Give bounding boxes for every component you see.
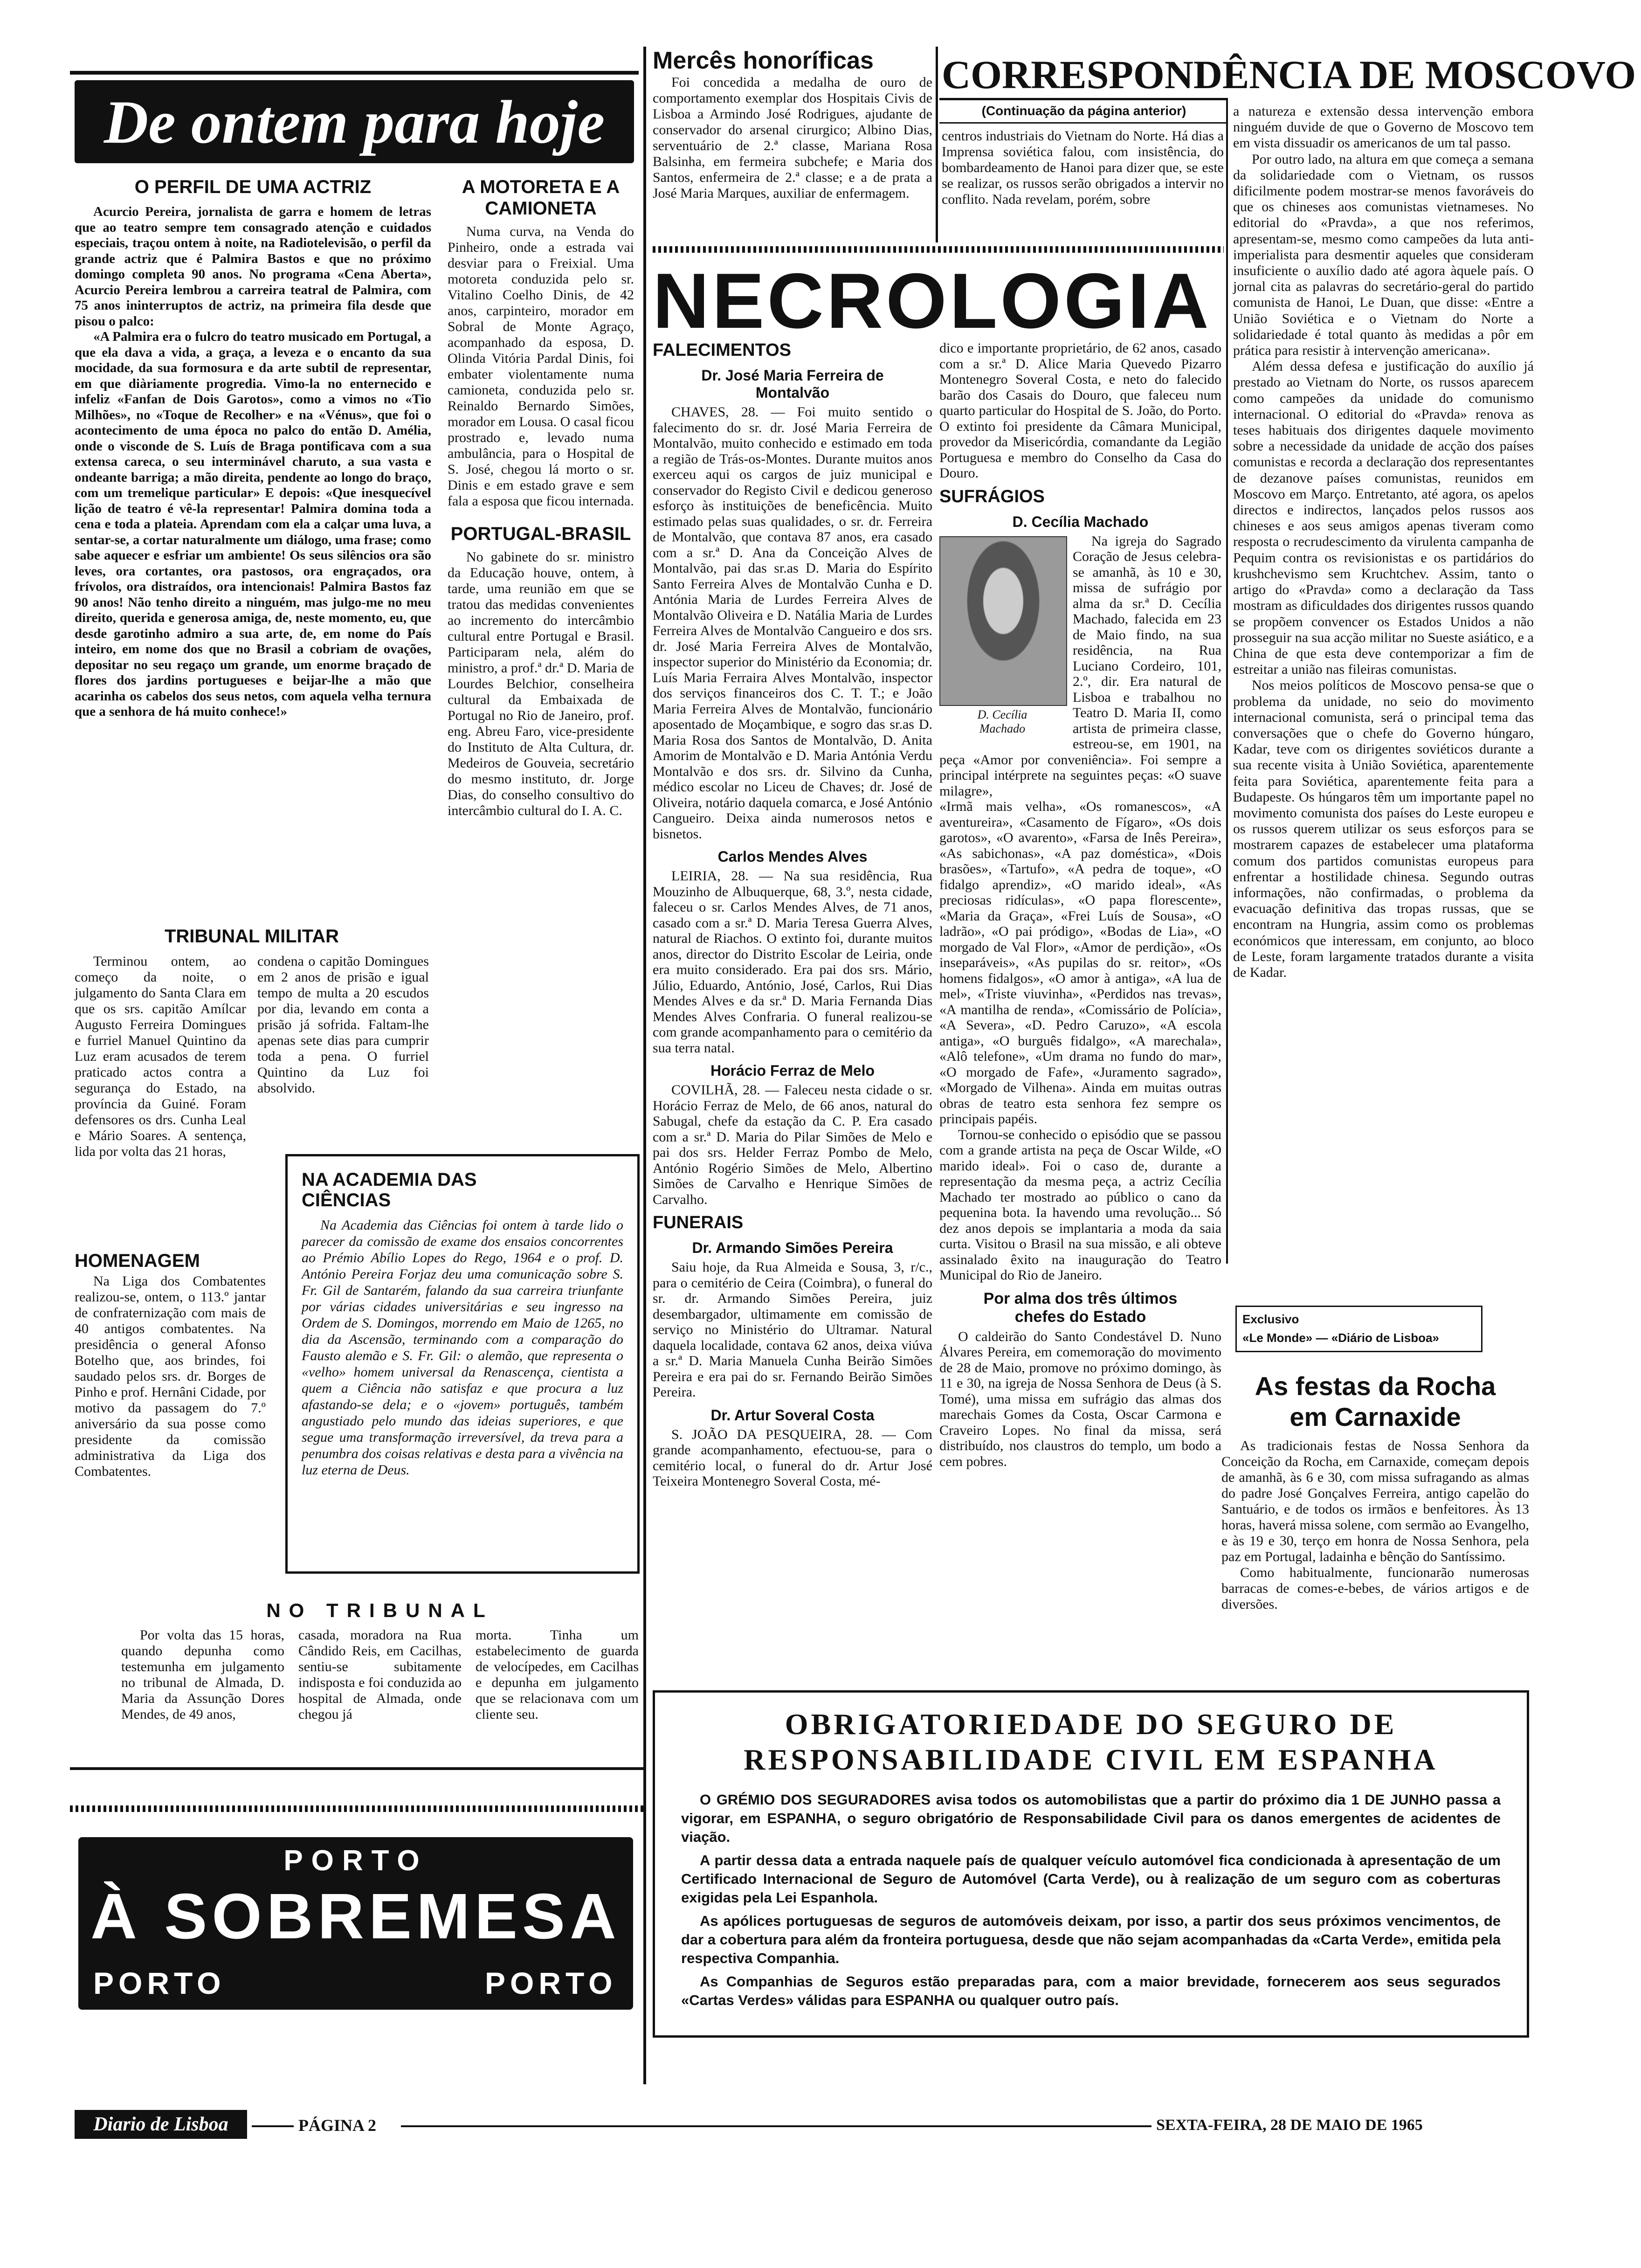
melo-text: COVILHÃ, 28. — Faleceu nesta cidade o sr. Horácio Ferraz de Melo, de 66 anos, natural do Sabugal, chefe da estação da C. P. Era casado com a sr.ª D. Maria do Pilar Simões de Melo e pai dos srs. Helder Ferraz Pombo de Melo, António Rogério Simões de Melo, Albertino Simões de Carvalho e Henrique Simões de Carvalho.	[653, 1082, 932, 1207]
perfil-paragraph: Acurcio Pereira, jornalista de garra e homem de letras que ao teatro sempre tem consagrado atenção e cuidados especiais, traçou ontem à noite, na Radiotelevisão, o perfil da grande actriz que é Palmira Bastos e que no próximo domingo completa 90 anos. No programa «Cena Aberta», Acurcio Pereira lembrou a carreira teatral de Palmira, com 75 anos ininterruptos de actriz, na primeira fila desde que pisou o palco:	[75, 204, 431, 329]
moscovo-text: Por outro lado, na altura em que começa a semana da solidariedade com o Vietnam, os russos dificilmente podem mostrar-se menos favoráveis do que os chineses aos comunistas vietnameses. No editorial do «Pravda», a que nos referimos, apresentam-se, mesmo como campeões da luta anti-imperialista para desmentir aqueles que consideram insuficiente o auxílio dado até agora àquele país. O jornal cita as palavras do secretário-geral do partido comunista de Hanoi, Le Duan, que disse: «Entre a União Soviética e o Vietnam do Norte a solidariedade é total quanto às medidas a pôr em prática para resistir à intervenção americana».	[1233, 151, 1534, 359]
no-tribunal-text: Por volta das 15 horas, quando depunha como testemunha em julgamento no tribunal de Almada, D. Maria da Assunção Dores Mendes, de 49 anos,	[121, 1627, 284, 1722]
necrologia-title: NECROLOGIA	[653, 257, 1212, 345]
exclusivo-box	[1235, 1306, 1482, 1352]
exclusivo-label: Exclusivo	[1242, 1312, 1299, 1326]
mendes-text: LEIRIA, 28. — Na sua residência, Rua Mouzinho de Albuquerque, 68, 3.º, nesta cidade, faleceu o sr. Carlos Mendes Alves, de 71 anos, casado com a sr.ª D. Maria Teresa Guerra Alves, natural de Riachos. O extinto foi, durante muitos anos, director do Distrito Escolar de Leiria, onde era muito considerado. Era pai dos srs. Mário, Júlio, Eduardo, António, José, Carlos, Rui Dias Mendes Alves e da sr.ª D. Maria Fernanda Dias Mendes Alves Confraria. O funeral realizou-se com grande acompanhamento para o cemitério da sua terra natal.	[653, 868, 932, 1056]
left-banner-title: De ontem para hoje	[103, 88, 605, 156]
footer-page: PÁGINA 2	[298, 2116, 377, 2135]
moscovo-col2	[1233, 104, 1534, 981]
soveral-title: Dr. Artur Soveral Costa	[710, 1406, 875, 1424]
tribunal-militar-text: condena o capitão Domingues em 2 anos de prisão e igual tempo de multa a 20 escudos por dia, levando em conta a prisão já sofrida. Faltam-lhe apenas sete dias para cumprir toda a pena. O furriel Quintino da Luz foi absolvido.	[257, 954, 429, 1096]
tribunal-militar-text: Terminou ontem, ao começo da noite, o julgamento do Santa Clara em que os srs. capitão Amílcar Augusto Ferreira Domingues e furriel Manuel Quintino da Luz eram acusados de terem praticado actos contra a segurança do Estado, na província da Guiné. Foram defensores os drs. Cunha Leal e Mário Soares. A sentença, lida por volta das 21 horas,	[75, 954, 246, 1159]
porto-ad-top: PORTO	[283, 1845, 428, 1877]
rocha-article	[1221, 1371, 1529, 1612]
perfil-paragraph: «A Palmira era o fulcro do teatro musicado em Portugal, a que ela dava a vida, a graça, a leveza e o encanto da sua mocidade, da sua formosura e da arte subtil de representar, em que diàriamente progredia. Vimo-la no enternecido e infeliz «Fanfan de Dois Garotos», como a vimos no «Tio Milhões», no «Toque de Recolher» e na «Vénus», que foi o acontecimento de uma época no palco do então D. Amélia, onde o visconde de S. Luís de Braga pontificava com a sua extensa careca, o seu interminável charuto, a sua vasta e ondeante barriga; a mão direita, pendente ao longo do braço, com um tremelique particular» E depois: «Que inesquecível lição de teatro é vê-la representar! Palmira domina toda a cena e toda a plateia. Aprendam com ela a calçar uma luva, a sentar-se, a cortar naturalmente um diálogo, uma frase; como sabe aquecer e esfriar um ambiente! Os seus silêncios ora são leves, ora cortantes, ora pastosos, ora engraçados, ora frívolos, ora distraídos, ora intencionais! Palmira Bastos faz 90 anos! Não tenho direito a ninguém, mas julgo-me no meu direito, querida e generosa amiga, de, neste momento, eu, que desde garotinho admiro a sua arte, de, em nome do País inteiro, em nome dos que no Brasil a cobriam de ovações, depositar no seu regaço um grande, um enorme braçado de flores dos jardins portugueses e beijar-lhe a mão que acarinha os cabelos dos seus netos, com aquela velha ternura que a senhora de há muito conhece!»	[75, 329, 431, 719]
melo-title: Horácio Ferraz de Melo	[710, 1062, 875, 1079]
footer-logo: Diario de Lisboa	[75, 2110, 247, 2139]
seguro-text: A partir dessa data a entrada naquele país de qualquer veículo automóvel fica condicionada à apresentação de um Certificado Internacional de Seguro de Automóvel (Carta Verde), ou à realização de um seguro com as coberturas exigidas pela Lei Espanhola.	[681, 1852, 1501, 1906]
necrologia-col2	[939, 340, 1221, 1469]
portugal-brasil-text: No gabinete do sr. ministro da Educação houve, ontem, à tarde, uma reunião em que se tratou das medidas convenientes ao incremento do intercâmbio cultural entre Portugal e Brasil. Participaram nela, além do ministro, a prof.ª dr.ª D. Maria de Lourdes Belchior, conselheira cultural da Embaixada de Portugal no Rio de Janeiro, prof. eng. Abreu Faro, vice-presidente do Instituto de Alta Cultura, dr. Medeiros de Gouveia, secretário do mesmo instituto, dr. Jorge Dias, do conselho consultivo do intercâmbio cultural do I. A. C.	[448, 549, 634, 818]
seguro-text: O GRÉMIO DOS SEGURADORES avisa todos os automobilistas que a partir do próximo dia 1 DE JUNHO passa a vigorar, em ESPANHA, o seguro obrigatório de Responsabilidade Civil para os danos emergentes de acidentes de viação.	[681, 1791, 1501, 1845]
ferreira-title: Dr. José Maria Ferreira de Montalvão	[701, 367, 884, 401]
tribunal-militar-title: TRIBUNAL MILITAR	[164, 926, 339, 947]
merces-title: Mercês honoríficas	[653, 47, 874, 74]
motoreta-text: Numa curva, na Venda do Pinheiro, onde a estrada vai desviar para o Freixial. Uma motoreta conduzida pelo sr. Vitalino Coelho Dinis, de 42 anos, carpinteiro, morador em Sobral de Monte Agraço, acompanhado da esposa, D. Olinda Vitória Pardal Dinis, foi embater violentamente numa camioneta, conduzida pelo sr. Reinaldo Bernardo Simões, morador em Lousa. O casal ficou prostrado e, levado numa ambulância, para o Hospital de S. José, chegou lá morto o sr. Dinis e em estado grave e sem fala a esposa que ficou internada.	[448, 224, 634, 509]
no-tribunal-text: casada, moradora na Rua Cândido Reis, em Cacilhas, sentiu-se subitamente indisposta e foi conduzida ao hospital de Almada, onde chegou já	[298, 1627, 462, 1722]
portugal-brasil-title: PORTUGAL-BRASIL	[450, 524, 631, 544]
simoes-text: Saiu hoje, da Rua Almeida e Sousa, 3, r/c., para o cemitério de Ceira (Coimbra), o funeral do sr. dr. Armando Simões Pereira, juiz desembargador, ultimamente em comissão de serviço no Ministério do Ultramar. Natural daquela localidade, contava 62 anos, deixa viúva a sr.ª D. Maria Manuela Cunha Beirão Simões Pereira e era pai do sr. Fernando Beirão Simões Pereira.	[653, 1259, 932, 1400]
seguro-text: As apólices portuguesas de seguros de automóveis deixam, por isso, a partir dos seus próximos vencimentos, de dar a cobertura para além da fronteira portuguesa, desde que não sejam acompanhadas da «Carta Verde», emitida pela respectiva Companhia.	[681, 1913, 1501, 1966]
porto-ad-left: PORTO	[93, 1966, 226, 2000]
motoreta-article	[448, 176, 634, 819]
funerais-heading: FUNERAIS	[653, 1213, 744, 1232]
moscovo-text: Nos meios políticos de Moscovo pensa-se que o problema da unidade, no seio do movimento internacional comunista, será o principal tema das conversações que o chefe do Governo húngaro, Kadar, teve com os dirigentes soviéticos durante a sua recente visita à União Soviética, aparentemente feita para Soviética, aparentemente feita para a Budapeste. Os húngaros têm um importante papel no movimento comunista dos países do Leste europeu e os russos querem utilizar os seus esforços para se mostrarem capazes de estabelecer uma plataforma comum dos partidos comunistas europeus para enfrentar a hostilidade chinesa. Segundo outras informações, não confirmadas, o problema da evacuação definitiva das tropas russas, que se encontram na Hungria, assim como os problemas económicos que interessam, em conjunto, ao bloco de Leste, foram largamente tratados durante a visita de Kadar.	[1233, 678, 1534, 980]
porto-ad-main: À SOBREMESA	[90, 1881, 621, 1952]
footer-date: SEXTA-FEIRA, 28 DE MAIO DE 1965	[1156, 2116, 1423, 2134]
motoreta-title: A MOTORETA E A CAMIONETA	[462, 177, 620, 219]
soveral-continuation: dico e importante proprietário, de 62 anos, casado com a sr.ª D. Alice Maria Quevedo Pizarro Montenegro Soveral Costa, e neto do falecido barão dos Casais do Douro, que faleceu num quarto particular do Hospital de S. João, do Porto. O extinto foi presidente da Câmara Municipal, provedor da Misericórdia, comandante da Legião Portuguesa e membro do Conselho da Casa do Douro.	[939, 340, 1221, 481]
portrait-photo	[939, 536, 1067, 706]
perfil-article	[75, 176, 431, 720]
homenagem-article	[75, 1245, 266, 1480]
no-tribunal-text: morta. Tinha um estabelecimento de guarda de velocípedes, em Cacilhas e depunha em julgamento que se relacionava com um cliente seu.	[476, 1627, 639, 1722]
machado-title: D. Cecília Machado	[1012, 513, 1149, 530]
soveral-text: S. JOÃO DA PESQUEIRA, 28. — Com grande acompanhamento, efectuou-se, para o cemitério local, o funeral do dr. Artur José Teixeira Montenegro Soveral Costa, mé-	[653, 1426, 932, 1489]
necrologia-col1	[653, 340, 932, 1489]
seguro-text: As Companhias de Seguros estão preparadas para, com a maior brevidade, fornecerem aos seus segurados «Cartas Verdes» válidas para ESPANHA ou qualquer outro país.	[681, 1973, 1501, 2008]
academia-text: Na Academia das Ciências foi ontem à tarde lido o parecer da comissão de exame dos ensaios concorrentes ao Prémio Abílio Lopes do Rego, 1964 e o prof. D. António Pereira Forjaz deu uma comunicação sobre S. Fr. Gil de Santarém, falando da sua carreira triunfante por várias cidades universitárias e seu ingresso na Ordem de S. Domingos, morrendo em Maio de 1265, no dia da Ascensão, terminando com a comparação do Fausto alemão e S. Fr. Gil: o alemão, que representa o «velho» homem universal da Renascença, cientista a quem a Ciência não satisfaz e que procura a luz afastando-se dela; e o «jovem» português, também angustiado pelo mundo das ideias superiores, e que segue uma transformação irreversível, da treva para a penumbra dos coisas relativas e desta para a vivência na luz eterna de Deus.	[302, 1217, 623, 1478]
seguro-box	[653, 1690, 1529, 2038]
homenagem-title: HOMENAGEM	[75, 1251, 200, 1271]
mendes-title: Carlos Mendes Alves	[717, 848, 868, 865]
porto-ad-right: PORTO	[485, 1966, 617, 2000]
homenagem-text: Na Liga dos Combatentes realizou-se, ontem, o 113.º jantar de confraternização com mais de 40 antigos combatentes. Na presidência o general Afonso Botelho que, aos brindes, foi saudado pelos srs. dr. Borges de Pinho e prof. Hernâni Cidade, por motivo da passagem do 7.º aniversário da sua posse como presidente da comissão administrativa da Liga dos Combatentes.	[75, 1273, 266, 1479]
no-tribunal-title: NO TRIBUNAL	[266, 1599, 494, 1621]
merces-article	[653, 47, 932, 201]
photo-caption: D. Cecília Machado	[977, 707, 1027, 735]
falecimentos-heading: FALECIMENTOS	[653, 340, 791, 360]
rocha-text: As tradicionais festas de Nossa Senhora da Conceição da Rocha, em Carnaxide, começam depois de amanhã, às 6 e 30, com missa sufragando as almas do padre José Gonçalves Ferreira, antigo capelão do Santuário, e de todos os irmãos e benfeitores. Às 13 horas, haverá missa solene, com sermão ao Evangelho, e às 19 e 30, terço em honra de Nossa Senhora, pela paz em Portugal, ladainha e bênção do Santíssimo.	[1221, 1438, 1529, 1564]
sufragios-heading: SUFRÁGIOS	[939, 486, 1045, 506]
machado-text: Tornou-se conhecido o episódio que se passou com a grande artista na peça de Oscar Wilde, «O marido ideal». Foi o caso de, durante a representação da mesma peça, a actriz Cecília Machado ter mostrado ao público o cano da pequenina bota. Ia havendo uma revolução... Só dez anos depois se implantaria a moda da saia curta. Visitou o Brasil na sua missão, e ali obteve assinalado êxito na inauguração do Teatro Municipal do Rio de Janeiro.	[939, 1127, 1221, 1283]
seguro-title-line2: RESPONSABILIDADE CIVIL EM ESPANHA	[744, 1743, 1438, 1776]
moscovo-continuation: (Continuação da página anterior)	[981, 104, 1186, 118]
moscovo-text: centros industriais do Vietnam do Norte. Há dias a Imprensa soviética falou, com insistência, do bombardeamento de Hanoi para dizer que, se este se realizar, os russos serão obrigados a intervir no conflito. Nada revelam, porém, sobre	[942, 128, 1224, 207]
moscovo-title: CORRESPONDÊNCIA DE MOSCOVO	[942, 52, 1636, 97]
rocha-title: As festas da Rocha em Carnaxide	[1255, 1371, 1496, 1431]
academia-box	[285, 1154, 640, 1574]
rocha-text: Como habitualmente, funcionarão numerosas barracas de comes-e-bebes, de vários artigos e de diversões.	[1221, 1565, 1529, 1612]
machado-text: Na igreja do Sagrado Coração de Jesus celebra-se amanhã, às 10 e 30, missa de sufrágio por alma da sr.ª D. Cecília Machado, falecida em 23 de Maio findo, na sua residência, na Rua Luciano Cordeiro, 101, 2.º, dir. Era natural de Lisboa e trabalhou no Teatro D. Maria II, como artista de primeira classe, estreou-se, em 1901, na peça «Amor por conveniência». Foi sempre a principal intérprete na seguintes peças: «O suave milagre»,	[939, 533, 1221, 799]
chefes-title: Por alma dos três últimos chefes do Estado	[983, 1289, 1178, 1326]
seguro-title-line1: OBRIGATORIEDADE DO SEGURO DE	[785, 1708, 1397, 1741]
no-tribunal-article	[121, 1599, 639, 1722]
tribunal-militar-article	[75, 926, 429, 1160]
academia-title: NA ACADEMIA DAS CIÊNCIAS	[302, 1169, 477, 1210]
merces-text: Foi concedida a medalha de ouro de comportamento exemplar dos Hospitais Civis de Lisboa a Armindo José Rodrigues, ajudante de conservador do arsenal cirurgico; Albino Dias, serventuário de 2.ª classe, Mariana Rosa Balsinha, em fermeira subchefe; e Maria dos Santos, enfermeira de 2.ª classe; e a de prata a José Maria Marques, auxiliar de enfermagem.	[653, 75, 932, 201]
chefes-text: O caldeirão do Santo Condestável D. Nuno Álvares Pereira, em comemoração do movimento de 28 de Maio, promove no próximo domingo, às 11 e 30, na igreja de Nossa Senhora de Deus (à S. Tomé), uma missa em sufrágio das almas dos marechais Gomes da Costa, Oscar Carmona e Craveiro Lopes. No final da missa, será distribuído, nos claustros do templo, um bodo a cem pobres.	[939, 1328, 1221, 1469]
machado-text: «Irmã mais velha», «Os romanescos», «A aventureira», «Casamento de Fígaro», «Os dois garotos», «O avarento», «Farsa de Inês Pereira», «As sabichonas», «A paz doméstica», «Dois brasões», «Tartufo», «A pedra de toque», «O fidalgo aprendiz», «O marido ideal», «As preciosas ridículas», «O papa florescente», «Maria da Graça», «Frei Luís de Sousa», «O ladrão», «O pai pródigo», «Bodas de Lia», «O morgado de Val Flor», «Amor de perdição», «Os inseparáveis», «As pupilas do sr. reitor», «Os homens fidalgos», «O amor à antiga», «A lua de mel», «Triste viuvinha», «Perdidos nas trevas», «A mantilha de renda», «Comissário de Polícia», «A Severa», «D. Pedro Caruzo», «A escola antiga», «O burguês fidalgo», «A marechala», «Alô telefone», «Um drama no fundo do mar», «O morgado de Fafe», «Juramento sagrado», «Morgado de Vilhena». Ainda em muitas outras obras de teatro esta senhora fez sempre os principais papéis.	[939, 799, 1221, 1127]
exclusivo-text: «Le Monde» — «Diário de Lisboa»	[1242, 1331, 1439, 1345]
moscovo-col1	[942, 128, 1224, 207]
moscovo-text: Além dessa defesa e justificação do auxílio já prestado ao Vietnam do Norte, os russos aparecem como campeões da unidade do comunismo internacional. O editorial do «Pravda» renova as teses habituais dos dirigentes daquele movimento sobre a necessidade da unidade de acção dos países comunistas e recorda a declaração dos representantes de dezanove países comunistas, reunidos em Moscovo em Março. Entretanto, até agora, os apelos directos e indirectos, lançados pelos russos aos chineses e aos seus amigos apenas tiveram como resposta o recrudescimento da virulenta campanha de Pequim contra os revisionistas e os partidários do krushchevismo sem Kruchtchev. Assim, tanto o artigo do «Pravda» como a declaração da Tass mostram as dificuldades dos dirigentes russos quando se propõem convencer os Estados Unidos a não prosseguir na sua acção militar no Sueste asiático, e a China de que esta deve contemporizar a fim de estreitar a união nas fileiras comunistas.	[1233, 359, 1534, 678]
perfil-title: O PERFIL DE UMA ACTRIZ	[134, 177, 372, 197]
simoes-title: Dr. Armando Simões Pereira	[692, 1239, 893, 1256]
ferreira-text: CHAVES, 28. — Foi muito sentido o falecimento do sr. dr. José Maria Ferreira de Montalvão, muito conhecido e estimado em toda a região de Trás-os-Montes. Durante muitos anos exerceu aqui os cargos de juiz municipal e conservador do Registo Civil e dedicou generoso esforço às instituições de beneficência. Muito estimado pelas suas qualidades, o sr. dr. Ferreira de Montalvão, que contava 87 anos, era casado com a sr.ª D. Ana da Conceição Alves de Montalvão, pai das sr.as D. Maria do Espírito Santo Ferreira Alves de Montalvão Cunha e D. Antónia Maria de Lurdes Ferreira Alves de Montalvão Oliveira e D. Natália Maria de Lurdes Ferreira Alves de Montalvão Cangueiro e dos srs. dr. José Maria Ferreira Alves de Montalvão, inspector superior do Ministério da Economia; dr. Luís Maria Ferraira Alves Montalvão, inspector dos serviços financeiros dos C. T. T.; e João Maria Ferreira Alves de Montalvão, funcionário aposentado de Moçambique, e sogro das sr.as D. Maria Rosa dos Santos de Montalvão, D. Anita Amorim de Montalvão e D. Maria Antónia Verdu Montalvão e dos srs. dr. Silvino da Cunha, médico escolar no Liceu de Chaves; dr. José de Oliveira, notário daquela comarca, e José António Cangueiro. Deixa ainda numerosos netos e bisnetos.	[653, 404, 932, 842]
moscovo-text: a natureza e extensão dessa intervenção embora ninguém duvide de que o Governo de Moscovo tem em vista dissuadir os americanos de um tal passo.	[1233, 104, 1534, 151]
